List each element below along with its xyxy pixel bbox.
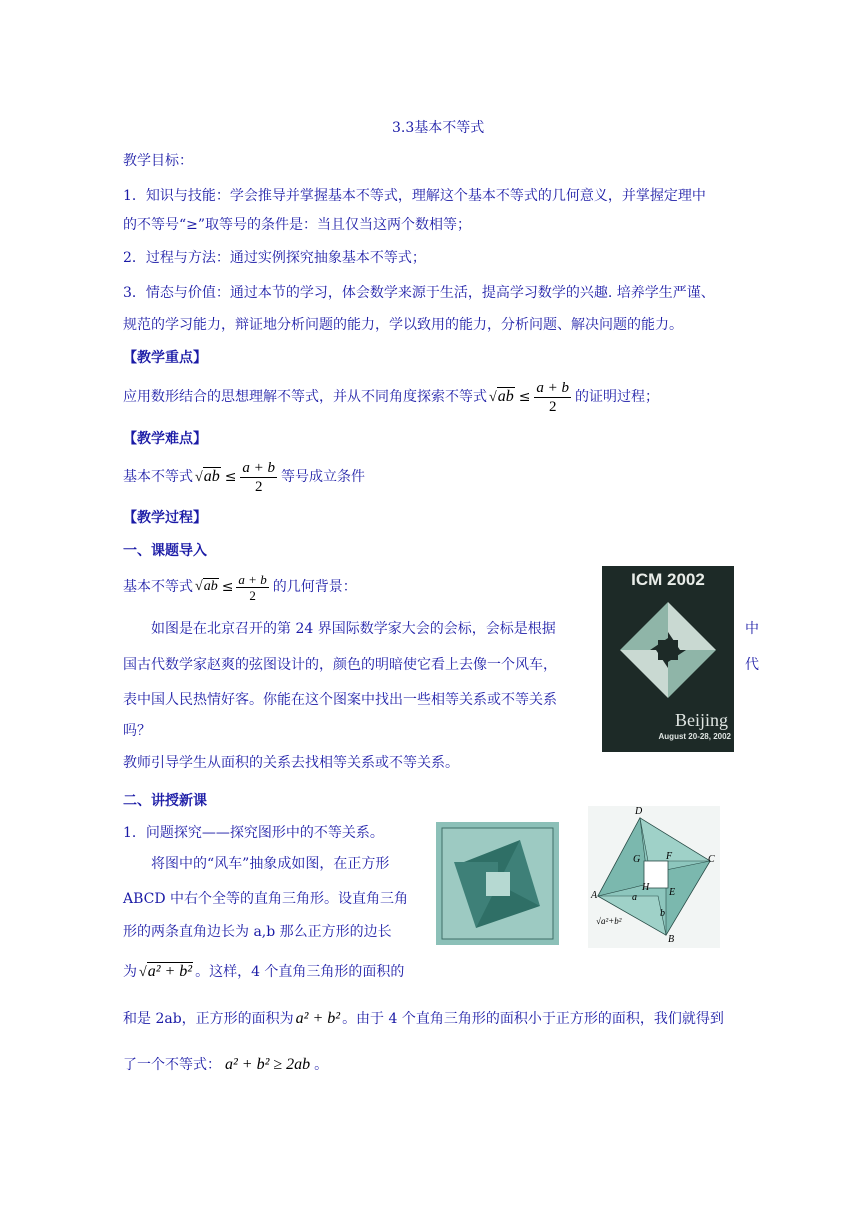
section-1-heading: 一、课题导入 [123, 543, 207, 559]
label-G: G [633, 854, 641, 865]
objective-1-line-1: 1．知识与技能：学会推导并掌握基本不等式，理解这个基本不等式的几何意义，并掌握定理中 [123, 188, 706, 204]
objectives-heading: 教学目标： [123, 153, 193, 169]
section-1-paragraph-line-5: 教师引导学生从面积的关系去找相等关系或不等关系。 [123, 755, 459, 771]
section-2-line-4: 形的两条直角边长为 a,b 那么正方形的边长 [123, 924, 392, 940]
label-a: a [632, 892, 637, 903]
icm-2002-logo [602, 566, 734, 752]
labeled-square-svg [588, 806, 720, 948]
label-B: B [668, 934, 675, 945]
section-1-paragraph-line-3: 表中国人民热情好客。你能在这个图案中找出一些相等关系或不等关系 [123, 692, 557, 708]
diff-text-part-2: 等号成立条件 [281, 469, 366, 485]
fraction-a-plus-b-over-2 [534, 379, 571, 416]
label-D: D [635, 806, 643, 817]
fraction-numerator: a + b [238, 571, 267, 587]
difficulty-text [123, 452, 365, 502]
section-2-line-6 [123, 1006, 724, 1032]
process-heading: 【教学过程】 [123, 510, 207, 526]
le-symbol: ≤ [224, 469, 237, 485]
key-points-text [123, 372, 659, 422]
sqrt-radicand: ab [203, 467, 220, 485]
label-E: E [669, 887, 676, 898]
difficulty-heading: 【教学难点】 [123, 431, 207, 447]
le-symbol: ≤ [518, 389, 531, 405]
section-2-line-3: ABCD 中右个全等的直角三角形。设直角三角 [123, 891, 409, 907]
objective-3-line-2: 规范的学习能力，辩证地分析问题的能力，学以致用的能力，分析问题、解决问题的能力。 [123, 317, 683, 333]
label-C: C [708, 854, 715, 865]
fraction-denominator: 2 [254, 478, 263, 495]
section-1-paragraph-line-2-end: 代 [745, 657, 759, 673]
fraction-numerator: a + b [242, 459, 276, 476]
sqrt-ab: √ab [195, 467, 220, 485]
diff-text-part-1: 基本不等式 [123, 469, 193, 485]
icm-logo-dates: August 20-28, 2002 [658, 732, 731, 741]
section-1-paragraph-line-1-end: 中 [745, 621, 759, 637]
sqrt-radicand: ab [203, 579, 218, 594]
objective-2: 2．过程与方法：通过实例探究抽象基本不等式； [123, 250, 426, 266]
section-2-line-2: 将图中的“风车”抽象成如图，在正方形 [151, 856, 390, 872]
pinwheel-square-svg [436, 822, 559, 945]
sec2-l7-part-1: 了一个不等式： [123, 1057, 221, 1073]
fraction-denominator: 2 [249, 587, 256, 603]
sec1-text-part-1: 基本不等式 [123, 579, 193, 595]
label-hypotenuse: √a²+b² [596, 916, 622, 926]
le-symbol: ≤ [221, 579, 234, 595]
sec2-l5-part-1: 为 [123, 964, 137, 980]
page-title: 3.3基本不等式 [392, 120, 485, 136]
label-A: A [591, 890, 598, 901]
sqrt-ab: √ab [489, 387, 514, 405]
fraction-a-plus-b-over-2 [236, 572, 268, 603]
label-F: F [666, 851, 673, 862]
objective-1-line-2: 的不等号“≥”取等号的条件是：当且仅当这两个数相等； [123, 217, 472, 233]
fraction-a-plus-b-over-2 [240, 459, 277, 496]
a2-plus-b2: a² + b² [295, 1010, 341, 1027]
sec2-l7-part-2: 。 [314, 1057, 329, 1073]
sec2-l6-part-2: 。由于 4 个直角三角形的面积小于正方形的面积，我们就得到 [342, 1011, 724, 1027]
fraction-numerator: a + b [536, 379, 570, 396]
section-2-heading: 二、讲授新课 [123, 793, 207, 809]
sec1-text-part-2: 的几何背景： [272, 579, 357, 595]
section-2-line-1: 1．问题探究——探究图形中的不等关系。 [123, 825, 384, 841]
pinwheel-icon [618, 600, 718, 700]
label-b: b [660, 908, 665, 919]
sqrt-ab: √ab [195, 579, 218, 594]
section-1-paragraph-line-1: 如图是在北京召开的第 24 界国际数学家大会的会标，会标是根据 [151, 621, 556, 637]
label-H: H [642, 882, 650, 893]
icm-logo-city: Beijing [675, 710, 728, 730]
labeled-square-figure [588, 806, 720, 948]
key-text-part-1: 应用数形结合的思想理解不等式，并从不同角度探索不等式 [123, 389, 487, 405]
sqrt-a2-plus-b2: √a² + b² [139, 962, 193, 980]
sqrt-radicand: ab [497, 387, 514, 405]
objective-3-line-1: 3．情态与价值：通过本节的学习，体会数学来源于生活，提高学习数学的兴趣. 培养学生严谨、 [123, 285, 715, 301]
section-1-paragraph-line-4: 吗？ [123, 723, 151, 739]
section-1-line-1 [123, 566, 357, 608]
inequality: a² + b² ≥ 2ab [225, 1056, 311, 1073]
pinwheel-square-figure [436, 822, 559, 945]
key-points-heading: 【教学重点】 [123, 350, 207, 366]
section-2-line-7 [123, 1052, 328, 1078]
key-text-part-2: 的证明过程； [575, 389, 660, 405]
section-2-line-5 [123, 956, 404, 988]
sec2-l5-part-2: 。这样，4 个直角三角形的面积的 [195, 964, 405, 980]
sec2-l6-part-1: 和是 2ab，正方形的面积为 [123, 1011, 294, 1027]
icm-logo-top-text: ICM 2002 [631, 570, 705, 589]
fraction-denominator: 2 [548, 398, 557, 415]
sqrt-radicand: a² + b² [147, 962, 193, 980]
section-1-paragraph-line-2: 国古代数学家赵爽的弦图设计的，颜色的明暗使它看上去像一个风车， [123, 657, 557, 673]
